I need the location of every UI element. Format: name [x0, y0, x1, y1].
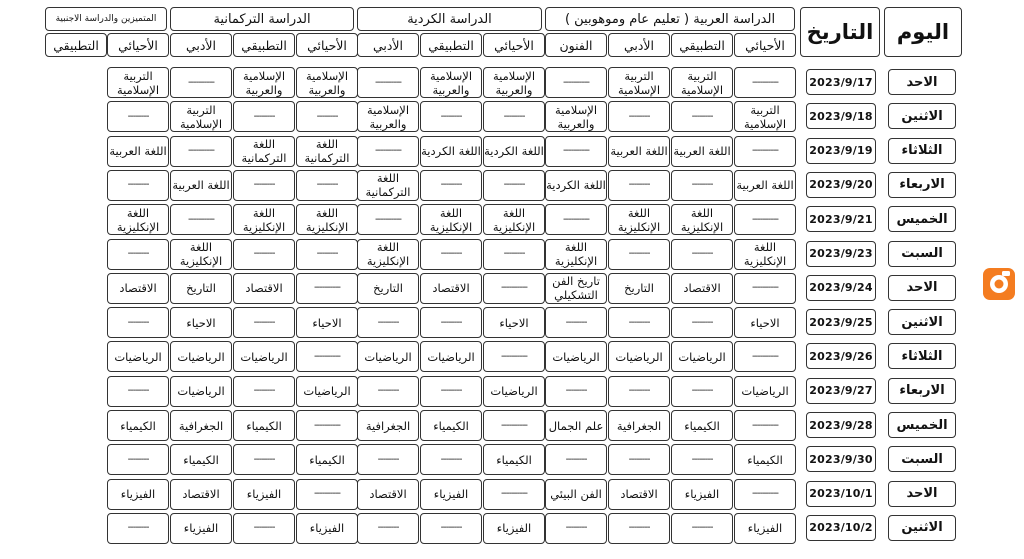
schedule-cell: --------	[483, 101, 545, 132]
date-cell: 2023/10/2	[806, 515, 876, 541]
schedule-cell: --------	[483, 239, 545, 270]
day-cell: الاربعاء	[888, 172, 956, 198]
schedule-cell: الرياضيات	[671, 341, 733, 372]
schedule-cell: --------	[671, 444, 733, 475]
schedule-cell: --------	[671, 307, 733, 338]
schedule-cell: --------	[357, 307, 419, 338]
schedule-cell: التربية الإسلامية	[608, 67, 670, 98]
date-cell: 2023/9/20	[806, 172, 876, 198]
schedule-cell: --------	[357, 513, 419, 544]
schedule-cell: ----------	[545, 204, 607, 235]
schedule-cell: الاقتصاد	[420, 273, 482, 304]
schedule-cell: ----------	[296, 341, 358, 372]
schedule-cell: الفيزياء	[296, 513, 358, 544]
schedule-cell: --------	[608, 376, 670, 407]
schedule-cell: الاقتصاد	[233, 273, 295, 304]
schedule-cell: الإسلامية والعربية	[357, 101, 419, 132]
schedule-cell: اللغة الإنكليزية	[420, 204, 482, 235]
schedule-cell: الرياضيات	[734, 376, 796, 407]
schedule-cell: اللغة الإنكليزية	[233, 204, 295, 235]
schedule-cell: ----------	[357, 136, 419, 167]
schedule-cell: التاريخ	[357, 273, 419, 304]
schedule-cell: التربية الإسلامية	[734, 101, 796, 132]
day-cell: الخميس	[888, 206, 956, 232]
watermark-logo-icon	[980, 265, 1018, 303]
schedule-cell: --------	[296, 239, 358, 270]
schedule-cell: --------	[608, 444, 670, 475]
schedule-cell: الإسلامية والعربية	[420, 67, 482, 98]
sub-column-header: الأدبي	[357, 33, 419, 57]
schedule-cell: الفيزياء	[107, 479, 169, 510]
schedule-cell: الرياضيات	[233, 341, 295, 372]
date-cell: 2023/9/27	[806, 378, 876, 404]
schedule-cell: ----------	[483, 341, 545, 372]
schedule-cell: --------	[233, 444, 295, 475]
group-header-distinguished-foreign: المتميزين والدراسة الاجنبية	[45, 7, 167, 31]
schedule-cell: الإسلامية والعربية	[545, 101, 607, 132]
schedule-cell: اللغة العربية	[107, 136, 169, 167]
schedule-cell: اللغة العربية	[734, 170, 796, 201]
schedule-cell: الفيزياء	[170, 513, 232, 544]
schedule-cell: --------	[420, 444, 482, 475]
schedule-cell: ----------	[357, 204, 419, 235]
schedule-cell: --------	[671, 513, 733, 544]
schedule-cell: الفيزياء	[233, 479, 295, 510]
date-cell: 2023/9/21	[806, 206, 876, 232]
schedule-cell: الكيمياء	[170, 444, 232, 475]
schedule-cell: اللغة التركمانية	[233, 136, 295, 167]
schedule-cell: التربية الإسلامية	[107, 67, 169, 98]
schedule-cell: --------	[671, 101, 733, 132]
schedule-cell: --------	[545, 376, 607, 407]
schedule-cell: اللغة الإنكليزية	[107, 204, 169, 235]
day-cell: الاحد	[888, 275, 956, 301]
schedule-cell: --------	[296, 101, 358, 132]
schedule-cell: ----------	[170, 67, 232, 98]
schedule-cell: --------	[420, 101, 482, 132]
schedule-cell: --------	[107, 513, 169, 544]
day-cell: الاحد	[888, 481, 956, 507]
schedule-cell: --------	[233, 170, 295, 201]
schedule-cell: ----------	[483, 479, 545, 510]
schedule-cell: الجغرافية	[608, 410, 670, 441]
schedule-cell: الفن البيئي	[545, 479, 607, 510]
schedule-cell: --------	[107, 376, 169, 407]
schedule-cell: الإسلامية والعربية	[233, 67, 295, 98]
schedule-cell: --------	[483, 170, 545, 201]
schedule-cell: الفيزياء	[734, 513, 796, 544]
schedule-cell: ----------	[734, 479, 796, 510]
day-cell: الاثنين	[888, 515, 956, 541]
schedule-cell: الكيمياء	[420, 410, 482, 441]
day-cell: الاثنين	[888, 309, 956, 335]
schedule-cell: الكيمياء	[734, 444, 796, 475]
schedule-cell: اللغة الكردية	[545, 170, 607, 201]
schedule-cell: --------	[420, 376, 482, 407]
schedule-cell: ----------	[357, 67, 419, 98]
schedule-cell: ----------	[545, 136, 607, 167]
sub-column-header: الأحيائي	[296, 33, 358, 57]
schedule-cell: ----------	[734, 273, 796, 304]
schedule-cell: التربية الإسلامية	[170, 101, 232, 132]
schedule-cell: --------	[420, 239, 482, 270]
schedule-cell: اللغة الكردية	[420, 136, 482, 167]
group-header-turkmen: الدراسة التركمانية	[170, 7, 354, 31]
schedule-cell: ----------	[170, 204, 232, 235]
schedule-cell: --------	[545, 307, 607, 338]
schedule-cell: ----------	[545, 67, 607, 98]
schedule-cell: الرياضيات	[296, 376, 358, 407]
day-cell: السبت	[888, 446, 956, 472]
schedule-cell: اللغة التركمانية	[296, 136, 358, 167]
schedule-cell: الجغرافية	[357, 410, 419, 441]
sub-column-header: التطبيقي	[45, 33, 107, 57]
schedule-cell: --------	[420, 513, 482, 544]
sub-column-header: التطبيقي	[671, 33, 733, 57]
schedule-cell: ----------	[483, 273, 545, 304]
schedule-cell: الرياضيات	[483, 376, 545, 407]
schedule-cell: الرياضيات	[107, 341, 169, 372]
schedule-cell: --------	[608, 239, 670, 270]
schedule-cell: اللغة العربية	[170, 170, 232, 201]
schedule-cell: --------	[107, 307, 169, 338]
schedule-cell: الفيزياء	[483, 513, 545, 544]
schedule-cell: اللغة الإنكليزية	[483, 204, 545, 235]
schedule-cell: الاحياء	[734, 307, 796, 338]
sub-column-header: الفنون	[545, 33, 607, 57]
date-cell: 2023/9/24	[806, 275, 876, 301]
schedule-cell: الكيمياء	[483, 444, 545, 475]
schedule-cell: الاقتصاد	[608, 479, 670, 510]
date-cell: 2023/9/28	[806, 412, 876, 438]
day-column-header: اليوم	[884, 7, 962, 57]
schedule-cell: اللغة الإنكليزية	[734, 239, 796, 270]
date-cell: 2023/9/18	[806, 103, 876, 129]
schedule-cell: ----------	[483, 410, 545, 441]
schedule-cell: --------	[671, 239, 733, 270]
day-cell: الخميس	[888, 412, 956, 438]
date-cell: 2023/9/30	[806, 446, 876, 472]
schedule-cell: الاقتصاد	[170, 479, 232, 510]
schedule-cell: --------	[420, 170, 482, 201]
date-cell: 2023/10/1	[806, 481, 876, 507]
schedule-cell: ----------	[296, 410, 358, 441]
schedule-cell: اللغة التركمانية	[357, 170, 419, 201]
sub-column-header: التطبيقي	[233, 33, 295, 57]
schedule-cell: --------	[233, 239, 295, 270]
schedule-cell: الاقتصاد	[357, 479, 419, 510]
schedule-cell: الكيمياء	[233, 410, 295, 441]
schedule-cell: الفيزياء	[671, 479, 733, 510]
date-cell: 2023/9/17	[806, 69, 876, 95]
schedule-cell: --------	[608, 101, 670, 132]
schedule-cell: تاريخ الفن التشكيلي	[545, 273, 607, 304]
schedule-cell: --------	[233, 376, 295, 407]
schedule-cell: الكيمياء	[296, 444, 358, 475]
schedule-cell: الرياضيات	[545, 341, 607, 372]
schedule-cell: --------	[357, 444, 419, 475]
schedule-cell: التربية الإسلامية	[671, 67, 733, 98]
schedule-cell: ----------	[734, 204, 796, 235]
schedule-cell: الاحياء	[170, 307, 232, 338]
group-header-arabic: الدراسة العربية ( تعليم عام وموهوبين )	[545, 7, 795, 31]
schedule-cell: --------	[107, 444, 169, 475]
schedule-cell: --------	[545, 444, 607, 475]
schedule-cell: التاريخ	[170, 273, 232, 304]
date-column-header: التاريخ	[800, 7, 880, 57]
sub-column-header: الأحيائي	[483, 33, 545, 57]
schedule-cell: الجغرافية	[170, 410, 232, 441]
schedule-cell: الإسلامية والعربية	[483, 67, 545, 98]
sub-column-header: الأحيائي	[107, 33, 169, 57]
schedule-cell: ----------	[296, 479, 358, 510]
schedule-cell: --------	[296, 170, 358, 201]
schedule-cell: --------	[233, 307, 295, 338]
schedule-cell: علم الجمال	[545, 410, 607, 441]
sub-column-header: الأحيائي	[734, 33, 796, 57]
schedule-cell: اللغة العربية	[671, 136, 733, 167]
schedule-cell: الاحياء	[483, 307, 545, 338]
day-cell: الاربعاء	[888, 378, 956, 404]
day-cell: الاثنين	[888, 103, 956, 129]
day-cell: الاحد	[888, 69, 956, 95]
sub-column-header: الأدبي	[608, 33, 670, 57]
schedule-cell: الرياضيات	[608, 341, 670, 372]
date-cell: 2023/9/23	[806, 241, 876, 267]
schedule-cell: اللغة الإنكليزية	[671, 204, 733, 235]
schedule-cell: اللغة الإنكليزية	[170, 239, 232, 270]
schedule-cell: الرياضيات	[420, 341, 482, 372]
schedule-cell: الكيمياء	[107, 410, 169, 441]
day-cell: الثلاثاء	[888, 138, 956, 164]
schedule-cell: --------	[107, 239, 169, 270]
schedule-cell: ----------	[734, 67, 796, 98]
schedule-cell: --------	[107, 170, 169, 201]
schedule-cell: --------	[107, 101, 169, 132]
schedule-cell: اللغة الإنكليزية	[296, 204, 358, 235]
schedule-cell: الرياضيات	[357, 341, 419, 372]
schedule-cell: --------	[671, 376, 733, 407]
schedule-cell: ----------	[170, 136, 232, 167]
date-cell: 2023/9/19	[806, 138, 876, 164]
schedule-cell: اللغة الكردية	[483, 136, 545, 167]
schedule-cell: --------	[233, 101, 295, 132]
schedule-cell: اللغة الإنكليزية	[608, 204, 670, 235]
schedule-cell: الرياضيات	[170, 341, 232, 372]
date-cell: 2023/9/26	[806, 343, 876, 369]
schedule-cell: ----------	[296, 273, 358, 304]
schedule-cell: --------	[608, 513, 670, 544]
date-cell: 2023/9/25	[806, 309, 876, 335]
schedule-cell: --------	[608, 307, 670, 338]
schedule-cell: التاريخ	[608, 273, 670, 304]
schedule-cell: اللغة العربية	[608, 136, 670, 167]
schedule-cell: ----------	[734, 136, 796, 167]
schedule-cell: --------	[420, 307, 482, 338]
sub-column-header: التطبيقي	[420, 33, 482, 57]
schedule-cell: --------	[357, 376, 419, 407]
day-cell: السبت	[888, 241, 956, 267]
schedule-cell: ----------	[734, 410, 796, 441]
day-cell: الثلاثاء	[888, 343, 956, 369]
group-header-kurdish: الدراسة الكردية	[357, 7, 542, 31]
schedule-cell: الإسلامية والعربية	[296, 67, 358, 98]
schedule-cell: الفيزياء	[420, 479, 482, 510]
schedule-cell: الاقتصاد	[107, 273, 169, 304]
schedule-cell: --------	[671, 170, 733, 201]
schedule-cell: الاحياء	[296, 307, 358, 338]
schedule-cell: --------	[233, 513, 295, 544]
schedule-cell: --------	[608, 170, 670, 201]
schedule-cell: اللغة الإنكليزية	[357, 239, 419, 270]
schedule-cell: اللغة الإنكليزية	[545, 239, 607, 270]
schedule-cell: الرياضيات	[170, 376, 232, 407]
sub-column-header: الأدبي	[170, 33, 232, 57]
schedule-cell: --------	[545, 513, 607, 544]
schedule-cell: الكيمياء	[671, 410, 733, 441]
schedule-cell: الاقتصاد	[671, 273, 733, 304]
schedule-cell: ----------	[734, 341, 796, 372]
